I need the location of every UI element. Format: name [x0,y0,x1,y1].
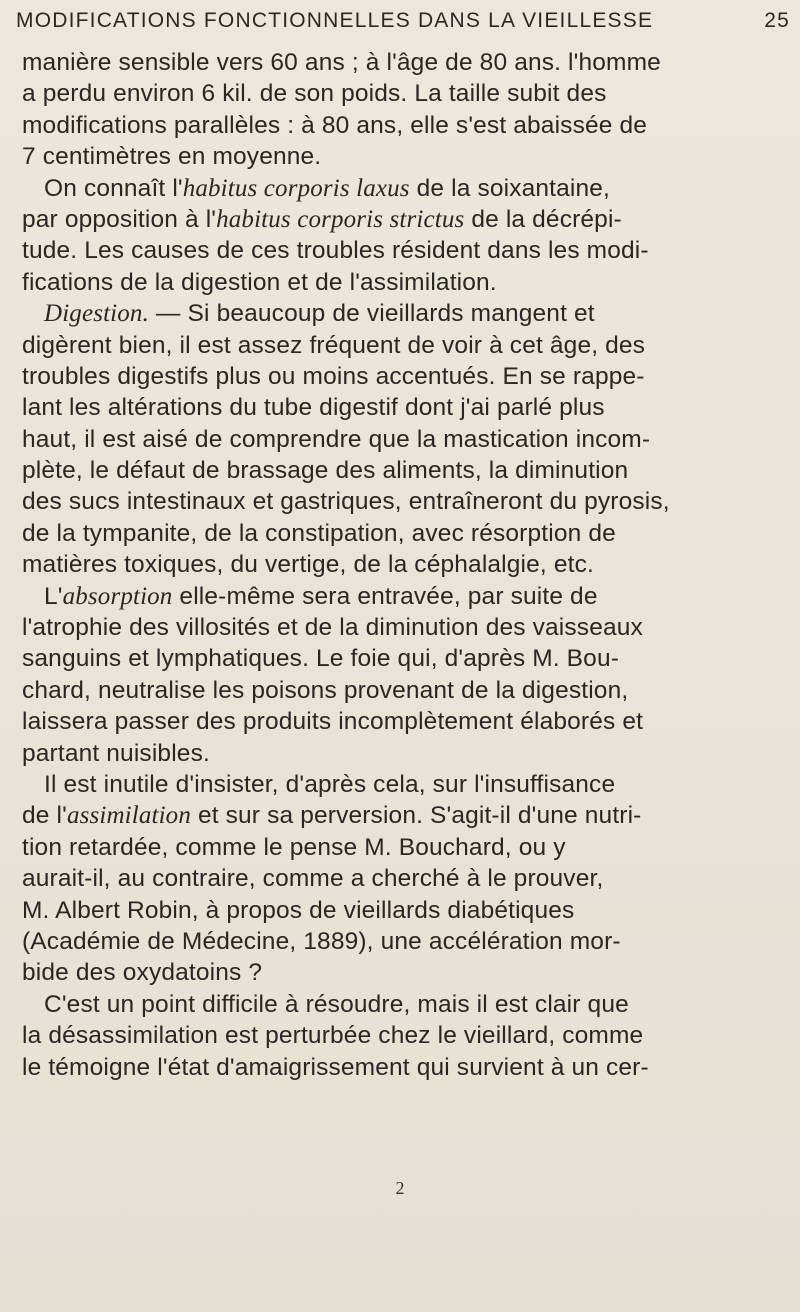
text-line: Il est inutile d'insister, d'après cela, sur l'insuffisance [44,770,616,798]
text-run: par opposition à l' [22,205,217,233]
text-line: chard, neutralise les poisons provenant de la digestion, [22,676,629,704]
text-line: aurait-il, au contraire, comme a cherché à le prouver, [22,865,604,893]
section-heading-digestion: Digestion. [44,300,149,328]
text-run: de l' [22,802,67,830]
running-head [16,4,796,38]
text-run: — Si beaucoup de vieillards mangent et [148,300,595,328]
text-line: haut, il est aisé de comprendre que la mastication incom- [22,425,651,453]
text-line: la désassimilation est perturbée chez le vieillard, comme [22,1022,644,1050]
text-line: (Académie de Médecine, 1889), une accélération mor- [22,927,621,955]
text-line: modifications parallèles : à 80 ans, elle s'est abaissée de [22,111,648,139]
text-line: matières toxiques, du vertige, de la céphalalgie, etc. [22,551,594,579]
latin-term: habitus corporis strictus [216,205,465,233]
text-line [22,204,792,235]
section-heading-absorption: absorption [62,582,173,610]
text-line: a perdu environ 6 kil. de son poids. La taille subit des [22,80,607,108]
text-line: plète, le défaut de brassage des aliments, la diminution [22,457,629,485]
text-line: sanguins et lymphatiques. Le foie qui, d'après M. Bou- [22,645,620,673]
text-run: On connaît l' [44,174,183,202]
text-line: 7 centimètres en moyenne. [22,143,322,171]
text-run: de la soixantaine, [409,174,611,202]
text-line: M. Albert Robin, à propos de vieillards diabétiques [22,896,575,924]
running-head-title: MODIFICATIONS FONCTIONNELLES DANS LA VIEILLESSE [16,9,654,32]
text-line: troubles digestifs plus ou moins accentués. En se rappe- [22,362,645,390]
text-run: elle-même sera entravée, par suite de [172,582,598,610]
text-line: bide des oxydatoins ? [22,959,263,987]
text-run: L' [44,582,63,610]
text-line [22,173,792,204]
text-line: partant nuisibles. [22,739,210,767]
text-line [22,298,792,329]
text-line: laissera passer des produits incomplètement élaborés et [22,708,644,736]
text-line: l'atrophie des villosités et de la diminution des vaisseaux [22,614,643,642]
body-text [22,47,792,1083]
text-line: le témoigne l'état d'amaigrissement qui survient à un cer- [22,1053,649,1081]
text-line: lant les altérations du tube digestif dont j'ai parlé plus [22,394,605,422]
text-line: fications de la digestion et de l'assimilation. [22,268,497,296]
text-line [22,800,792,831]
page-number: 25 [764,9,790,32]
text-run: de la décrépi- [464,205,622,233]
section-heading-assimilation: assimilation [66,802,191,830]
text-line [22,581,792,612]
text-line: tion retardée, comme le pense M. Bouchard, ou y [22,833,566,861]
signature-mark: 2 [395,1178,405,1198]
text-line: manière sensible vers 60 ans ; à l'âge de 80 ans. l'homme [22,49,661,76]
text-line: des sucs intestinaux et gastriques, entraîneront du pyrosis, [22,488,670,516]
text-line: de la tympanite, de la constipation, avec résorption de [22,519,616,547]
text-line: C'est un point difficile à résoudre, mais il est clair que [44,990,629,1018]
text-run: et sur sa perversion. S'agit-il d'une nutri- [190,802,642,830]
latin-term: habitus corporis laxus [182,174,410,202]
text-line: tude. Les causes de ces troubles résident dans les modi- [22,237,649,265]
text-line: digèrent bien, il est assez fréquent de voir à cet âge, des [22,331,646,359]
